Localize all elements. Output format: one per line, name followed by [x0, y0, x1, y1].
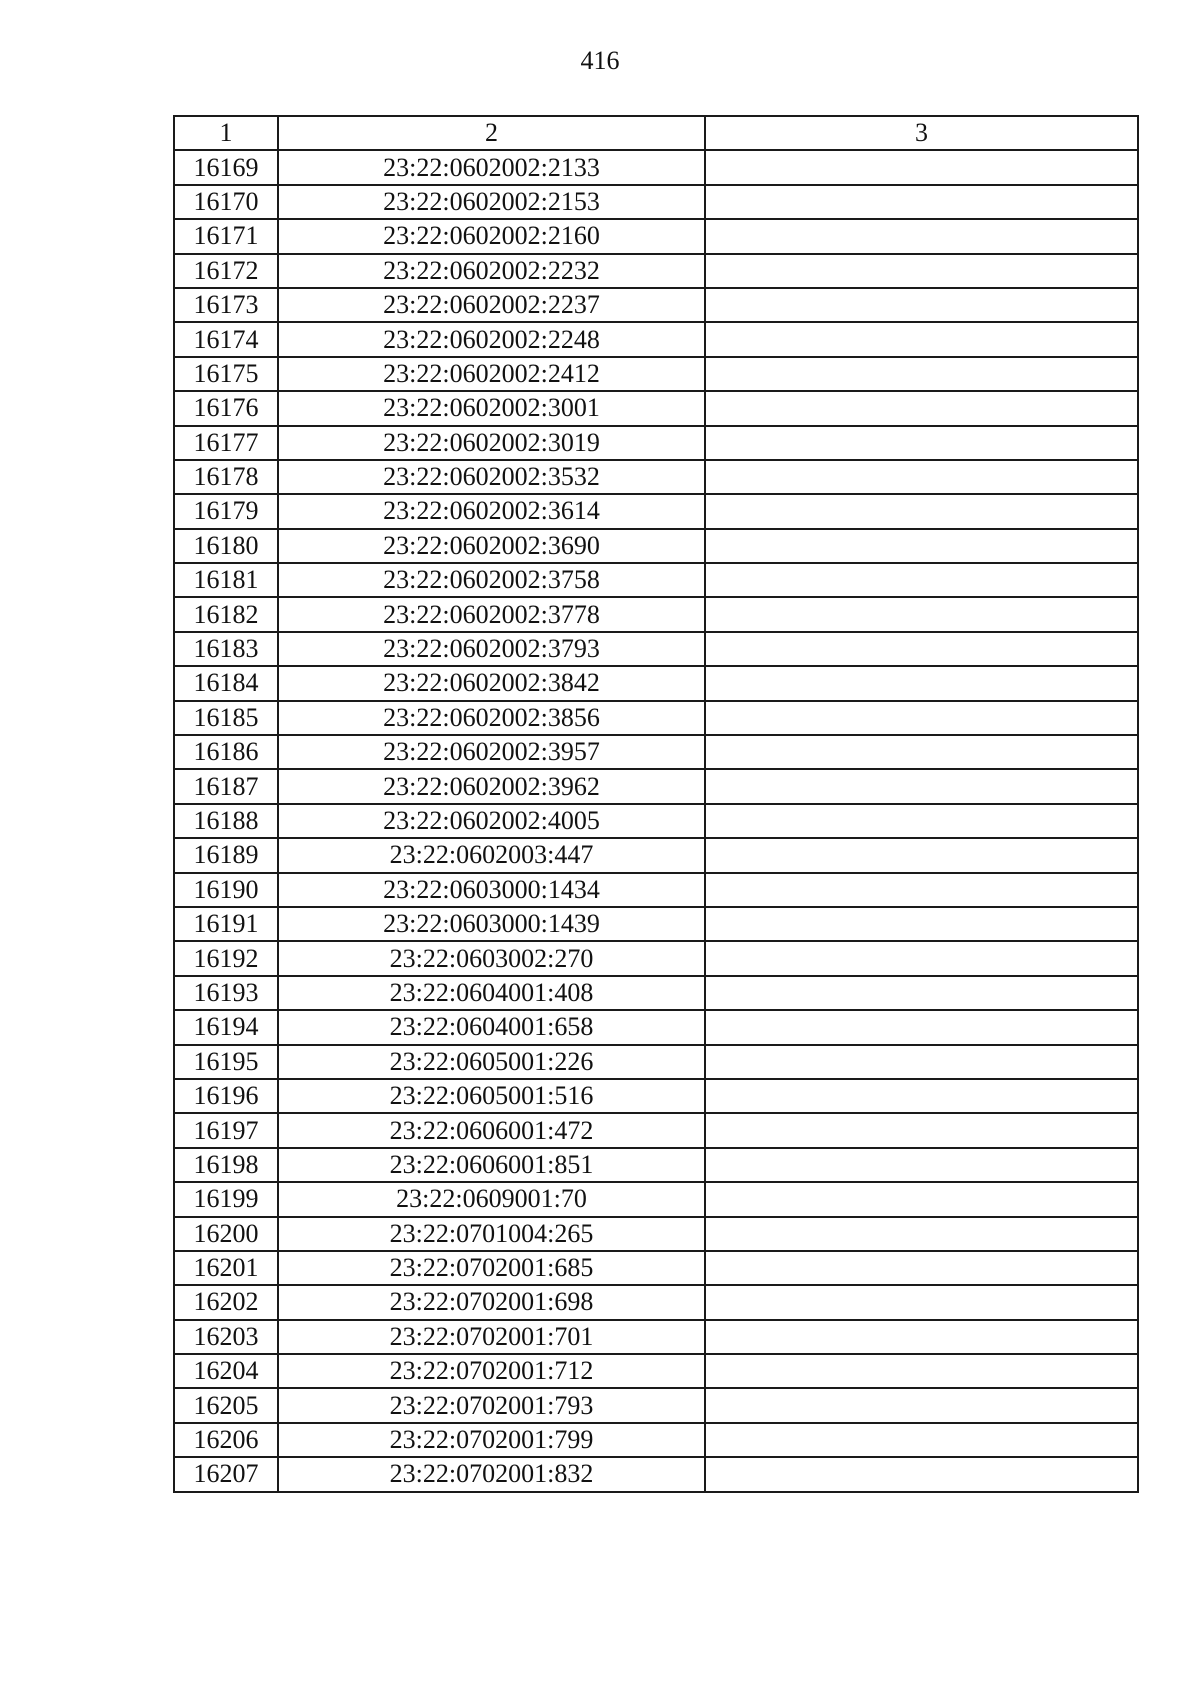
cadastral-number-cell: 23:22:0602002:3690	[278, 529, 705, 563]
table-row	[174, 838, 1138, 872]
cadastral-number-cell: 23:22:0602002:3019	[278, 426, 705, 460]
cadastral-number-cell: 23:22:0602002:2160	[278, 219, 705, 253]
table-row	[174, 1251, 1138, 1285]
cadastral-number-cell: 23:22:0702001:712	[278, 1354, 705, 1388]
cadastral-number-cell: 23:22:0604001:408	[278, 976, 705, 1010]
row-number-cell: 16192	[174, 941, 278, 975]
row-number-cell: 16178	[174, 460, 278, 494]
cadastral-number-cell: 23:22:0602002:2248	[278, 322, 705, 356]
cadastral-number-cell: 23:22:0702001:698	[278, 1285, 705, 1319]
note-cell	[705, 391, 1138, 425]
row-number-cell: 16189	[174, 838, 278, 872]
note-cell	[705, 1113, 1138, 1147]
note-cell	[705, 597, 1138, 631]
note-cell	[705, 804, 1138, 838]
table-row	[174, 1045, 1138, 1079]
table-row	[174, 769, 1138, 803]
note-cell	[705, 1251, 1138, 1285]
note-cell	[705, 1320, 1138, 1354]
table-row	[174, 907, 1138, 941]
row-number-cell: 16172	[174, 254, 278, 288]
row-number-cell: 16174	[174, 322, 278, 356]
cadastral-number-cell: 23:22:0602002:3856	[278, 701, 705, 735]
note-cell	[705, 1045, 1138, 1079]
cadastral-number-cell: 23:22:0602002:3758	[278, 563, 705, 597]
table-row	[174, 563, 1138, 597]
row-number-cell: 16184	[174, 666, 278, 700]
note-cell	[705, 219, 1138, 253]
row-number-cell: 16169	[174, 150, 278, 184]
table-row	[174, 1010, 1138, 1044]
note-cell	[705, 976, 1138, 1010]
table-row	[174, 1388, 1138, 1422]
row-number-cell: 16176	[174, 391, 278, 425]
column-header-1: 1	[174, 116, 278, 150]
table-row	[174, 1320, 1138, 1354]
note-cell	[705, 941, 1138, 975]
row-number-cell: 16171	[174, 219, 278, 253]
table-row	[174, 597, 1138, 631]
row-number-cell: 16179	[174, 494, 278, 528]
cadastral-number-cell: 23:22:0602002:2133	[278, 150, 705, 184]
cadastral-number-cell: 23:22:0602002:3957	[278, 735, 705, 769]
cadastral-number-cell: 23:22:0702001:832	[278, 1457, 705, 1491]
note-cell	[705, 666, 1138, 700]
row-number-cell: 16182	[174, 597, 278, 631]
cadastral-number-cell: 23:22:0602002:3962	[278, 769, 705, 803]
table-row	[174, 701, 1138, 735]
table-row	[174, 632, 1138, 666]
table-row	[174, 391, 1138, 425]
cadastral-number-cell: 23:22:0602002:2412	[278, 357, 705, 391]
note-cell	[705, 873, 1138, 907]
note-cell	[705, 838, 1138, 872]
table-row	[174, 1079, 1138, 1113]
table-row	[174, 288, 1138, 322]
row-number-cell: 16185	[174, 701, 278, 735]
cadastral-number-cell: 23:22:0702001:799	[278, 1423, 705, 1457]
note-cell	[705, 563, 1138, 597]
column-header-2: 2	[278, 116, 705, 150]
cadastral-number-cell: 23:22:0606001:851	[278, 1148, 705, 1182]
note-cell	[705, 1285, 1138, 1319]
row-number-cell: 16201	[174, 1251, 278, 1285]
cadastral-number-cell: 23:22:0701004:265	[278, 1217, 705, 1251]
table-row	[174, 1285, 1138, 1319]
table-row	[174, 941, 1138, 975]
row-number-cell: 16198	[174, 1148, 278, 1182]
note-cell	[705, 185, 1138, 219]
row-number-cell: 16191	[174, 907, 278, 941]
note-cell	[705, 1079, 1138, 1113]
page-number: 416	[580, 46, 620, 75]
note-cell	[705, 322, 1138, 356]
cadastral-number-cell: 23:22:0602002:4005	[278, 804, 705, 838]
row-number-cell: 16206	[174, 1423, 278, 1457]
cadastral-number-cell: 23:22:0602002:3793	[278, 632, 705, 666]
table-row	[174, 357, 1138, 391]
table-row	[174, 666, 1138, 700]
row-number-cell: 16197	[174, 1113, 278, 1147]
table-row	[174, 1457, 1138, 1491]
table-row	[174, 976, 1138, 1010]
row-number-cell: 16175	[174, 357, 278, 391]
table-row	[174, 529, 1138, 563]
note-cell	[705, 150, 1138, 184]
note-cell	[705, 769, 1138, 803]
row-number-cell: 16195	[174, 1045, 278, 1079]
table-row	[174, 185, 1138, 219]
registry-table	[173, 115, 1139, 1493]
row-number-cell: 16190	[174, 873, 278, 907]
row-number-cell: 16203	[174, 1320, 278, 1354]
row-number-cell: 16187	[174, 769, 278, 803]
note-cell	[705, 357, 1138, 391]
table-row	[174, 735, 1138, 769]
column-header-3: 3	[705, 116, 1138, 150]
row-number-cell: 16207	[174, 1457, 278, 1491]
note-cell	[705, 1388, 1138, 1422]
table-row	[174, 1113, 1138, 1147]
note-cell	[705, 254, 1138, 288]
note-cell	[705, 1148, 1138, 1182]
note-cell	[705, 1010, 1138, 1044]
table-row	[174, 426, 1138, 460]
cadastral-number-cell: 23:22:0702001:685	[278, 1251, 705, 1285]
cadastral-number-cell: 23:22:0605001:516	[278, 1079, 705, 1113]
cadastral-number-cell: 23:22:0603002:270	[278, 941, 705, 975]
row-number-cell: 16199	[174, 1182, 278, 1216]
note-cell	[705, 907, 1138, 941]
table-row	[174, 1217, 1138, 1251]
row-number-cell: 16196	[174, 1079, 278, 1113]
row-number-cell: 16170	[174, 185, 278, 219]
table-row	[174, 219, 1138, 253]
note-cell	[705, 529, 1138, 563]
row-number-cell: 16188	[174, 804, 278, 838]
cadastral-number-cell: 23:22:0702001:793	[278, 1388, 705, 1422]
note-cell	[705, 288, 1138, 322]
table-header-row	[174, 116, 1138, 150]
table-row	[174, 873, 1138, 907]
table-row	[174, 804, 1138, 838]
cadastral-number-cell: 23:22:0602002:3001	[278, 391, 705, 425]
cadastral-number-cell: 23:22:0602002:2237	[278, 288, 705, 322]
cadastral-number-cell: 23:22:0602002:2232	[278, 254, 705, 288]
note-cell	[705, 735, 1138, 769]
cadastral-number-cell: 23:22:0602002:3842	[278, 666, 705, 700]
row-number-cell: 16194	[174, 1010, 278, 1044]
note-cell	[705, 1423, 1138, 1457]
row-number-cell: 16193	[174, 976, 278, 1010]
table-row	[174, 322, 1138, 356]
note-cell	[705, 426, 1138, 460]
note-cell	[705, 460, 1138, 494]
row-number-cell: 16202	[174, 1285, 278, 1319]
row-number-cell: 16177	[174, 426, 278, 460]
cadastral-number-cell: 23:22:0606001:472	[278, 1113, 705, 1147]
row-number-cell: 16183	[174, 632, 278, 666]
note-cell	[705, 1354, 1138, 1388]
cadastral-number-cell: 23:22:0604001:658	[278, 1010, 705, 1044]
cadastral-number-cell: 23:22:0602003:447	[278, 838, 705, 872]
note-cell	[705, 494, 1138, 528]
table-body	[174, 150, 1138, 1491]
cadastral-number-cell: 23:22:0609001:70	[278, 1182, 705, 1216]
table-row	[174, 254, 1138, 288]
table-row	[174, 494, 1138, 528]
note-cell	[705, 1182, 1138, 1216]
row-number-cell: 16204	[174, 1354, 278, 1388]
row-number-cell: 16205	[174, 1388, 278, 1422]
note-cell	[705, 632, 1138, 666]
table-row	[174, 1182, 1138, 1216]
table-row	[174, 1354, 1138, 1388]
cadastral-number-cell: 23:22:0602002:3532	[278, 460, 705, 494]
cadastral-number-cell: 23:22:0602002:2153	[278, 185, 705, 219]
cadastral-number-cell: 23:22:0602002:3778	[278, 597, 705, 631]
table-row	[174, 1148, 1138, 1182]
note-cell	[705, 1217, 1138, 1251]
table-row	[174, 1423, 1138, 1457]
cadastral-number-cell: 23:22:0605001:226	[278, 1045, 705, 1079]
row-number-cell: 16181	[174, 563, 278, 597]
row-number-cell: 16186	[174, 735, 278, 769]
row-number-cell: 16180	[174, 529, 278, 563]
row-number-cell: 16173	[174, 288, 278, 322]
cadastral-number-cell: 23:22:0602002:3614	[278, 494, 705, 528]
table-row	[174, 460, 1138, 494]
note-cell	[705, 701, 1138, 735]
row-number-cell: 16200	[174, 1217, 278, 1251]
table-row	[174, 150, 1138, 184]
cadastral-number-cell: 23:22:0603000:1439	[278, 907, 705, 941]
cadastral-number-cell: 23:22:0603000:1434	[278, 873, 705, 907]
cadastral-number-cell: 23:22:0702001:701	[278, 1320, 705, 1354]
note-cell	[705, 1457, 1138, 1491]
